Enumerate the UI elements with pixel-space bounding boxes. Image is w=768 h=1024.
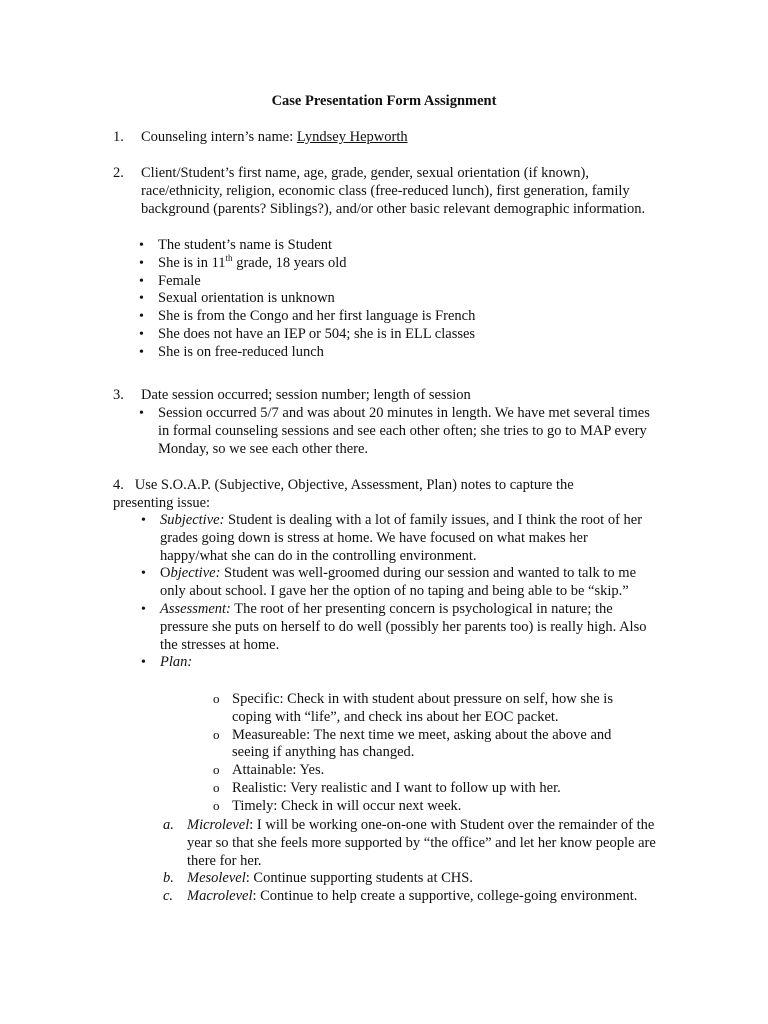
list-item: • She does not have an IEP or 504; she is in ELL classes: [139, 325, 476, 342]
sub-bullet-icon: o: [213, 726, 220, 742]
list-item: o Specific: Check in with student about pressure on self, how she is coping with “life”, and check ins about her EOC packet.: [213, 691, 613, 725]
sub-bullet-icon: o: [213, 797, 220, 813]
bullet-icon: •: [139, 344, 144, 360]
list-item: • She is on free-reduced lunch: [139, 343, 324, 360]
soap-list: [137, 512, 647, 672]
document-title: Case Presentation Form Assignment: [271, 93, 497, 109]
item-4-number: 4.: [113, 477, 124, 493]
list-item: o Timely: Check in will occur next week.: [213, 797, 462, 814]
bullet-icon: •: [139, 273, 144, 289]
bullet-icon: •: [141, 601, 146, 617]
list-item: • She is from the Congo and her first language is French: [139, 308, 476, 325]
intern-name-label: Counseling intern’s name:: [141, 129, 294, 145]
soap-assessment: • Assessment: The root of her presenting concern is psychological in nature; the pressure she puts on herself to do well (possibly her parents too) is really high. Also the stresses at home.: [141, 600, 647, 653]
list-item: • Session occurred 5/7 and was about 20 minutes in length. We have met several times in formal counseling sessions and see each other often; she tries to go to MAP every Monday, so we see each other there.: [139, 405, 650, 457]
item-4: [113, 477, 633, 513]
item-3-number: 3.: [113, 387, 124, 403]
bullet-icon: •: [139, 326, 144, 342]
intern-name-value: Lyndsey Hepworth: [296, 129, 408, 145]
list-item-macrolevel: c. Macrolevel: Continue to help create a supportive, college-going environment.: [163, 888, 638, 905]
item-2-number: 2.: [113, 165, 124, 181]
bullet-icon: •: [139, 406, 144, 421]
sub-bullet-icon: o: [213, 779, 220, 795]
soap-plan: • Plan:: [141, 654, 193, 671]
bullet-icon: •: [141, 566, 146, 582]
plan-sub-list: [213, 691, 633, 816]
bullet-icon: •: [139, 255, 144, 271]
item-1-number: 1.: [113, 129, 124, 145]
item-3-text: Date session occurred; session number; length of session: [141, 387, 471, 403]
soap-subjective: • Subjective: Student is dealing with a lot of family issues, and I think the root of her grades going down is stress at home. We have focused on what makes her happy/what she can do in the controlling environment.: [141, 512, 643, 564]
item-4-text: Use S.O.A.P. (Subjective, Objective, Assessment, Plan) notes to capture the presenting issue:: [113, 477, 574, 511]
list-item: • Sexual orientation is unknown: [139, 290, 335, 307]
list-item-microlevel: a. Microlevel: I will be working one-on-one with Student over the remainder of the year so that she feels more supported by “the office” and let her know people are there for her.: [163, 817, 656, 869]
list-item: • Female: [139, 272, 201, 289]
bullet-icon: •: [139, 238, 144, 253]
list-item-grade: • She is in 11th grade, 18 years old: [139, 252, 347, 271]
soap-objective: • Objective: Student was well-groomed during our session and wanted to talk to me only about school. I gave her the option of no taping and being able to be “skip.”: [141, 565, 636, 600]
bullet-icon: •: [141, 655, 146, 671]
bullet-icon: •: [141, 513, 146, 528]
bullet-icon: •: [139, 291, 144, 307]
bullet-icon: •: [139, 309, 144, 325]
sub-bullet-icon: o: [213, 691, 220, 706]
sub-bullet-icon: o: [213, 762, 220, 778]
list-item-mesolevel: b. Mesolevel: Continue supporting students at CHS.: [163, 870, 473, 887]
list-item: o Realistic: Very realistic and I want to follow up with her.: [213, 779, 561, 796]
level-list: [163, 817, 663, 906]
list-item: o Measureable: The next time we meet, asking about the above and seeing if anything has changed.: [213, 726, 612, 761]
list-item: • The student’s name is Student: [139, 237, 332, 253]
list-item: o Attainable: Yes.: [213, 762, 325, 779]
item-2-bullets: [135, 237, 655, 362]
item-3-bullets: [135, 405, 655, 458]
item-2-text: Client/Student’s first name, age, grade, gender, sexual orientation (if known), race/ethnicity, religion, economic class (free-reduced lunch), first generation, family background (parents? Siblings?), and/or other basic relevant demographic information.: [141, 165, 646, 217]
